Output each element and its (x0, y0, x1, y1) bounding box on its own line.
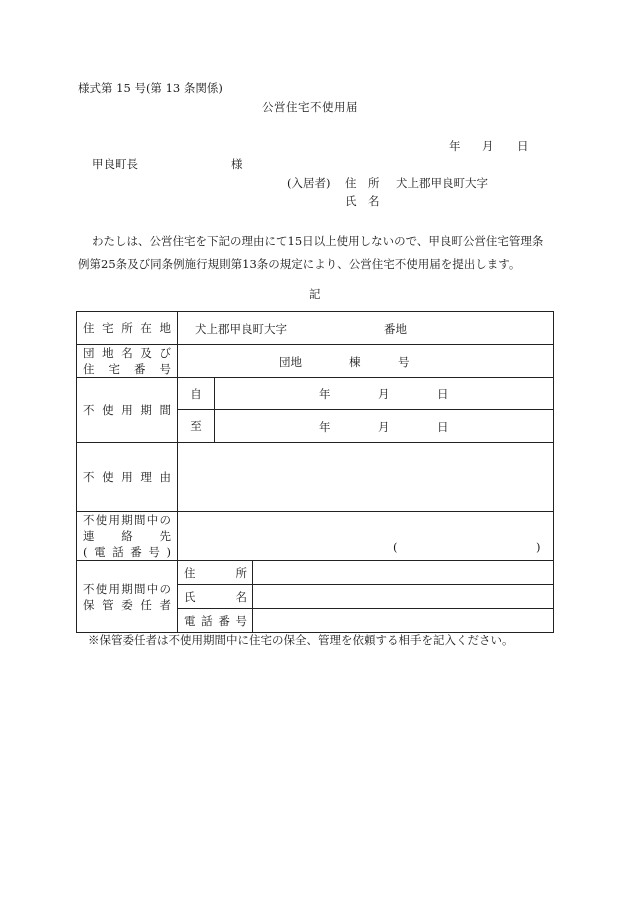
custodian-name-label: 氏 名 (178, 585, 253, 609)
period-to-cell[interactable] (215, 410, 554, 443)
estate-cell[interactable] (178, 345, 554, 378)
period-from-year: 年 (319, 387, 331, 401)
date-month: 月 (482, 139, 494, 153)
date-day: 日 (517, 139, 529, 153)
period-to-year: 年 (319, 420, 331, 434)
custodian-label-line-1: 不使用期間中の (83, 581, 171, 596)
period-to-day: 日 (437, 420, 449, 434)
ki-heading: 記 (309, 287, 321, 301)
address-value: 犬上郡甲良町大字 (396, 176, 488, 190)
estate-danchi: 団地 (279, 355, 302, 369)
estate-label-line-2: 住宅番号 (83, 362, 171, 376)
contact-label (77, 512, 178, 561)
period-label: 不使用期間 (77, 378, 178, 443)
custodian-address-label: 住 所 (178, 561, 253, 585)
contact-label-line-2: 連絡先 (83, 529, 171, 543)
reason-cell[interactable] (178, 443, 554, 512)
location-label: 住宅所在地 (77, 312, 178, 345)
honorific: 様 (231, 157, 243, 171)
paragraph-line-1: わたしは、公営住宅を下記の理由にて15日以上使用しないので、甲良町公営住宅管理条 (92, 234, 544, 248)
period-from-month: 月 (378, 387, 390, 401)
custodian-label-line-2: 保管委任者 (83, 597, 171, 612)
custodian-phone-label: 電話番号 (178, 609, 253, 633)
addressee: 甲良町長 (92, 157, 138, 171)
period-from-cell[interactable] (215, 378, 554, 410)
custodian-address-cell[interactable] (253, 561, 554, 585)
estate-label-line-1: 団地名及び (83, 346, 171, 360)
custodian-label (77, 561, 178, 633)
period-from-label: 自 (178, 378, 215, 410)
contact-label-line-3: (電話番号) (83, 545, 171, 559)
address-label: 住 所 (345, 176, 380, 190)
form-number: 様式第 15 号(第 13 条関係) (78, 81, 223, 95)
form-table (76, 311, 554, 633)
period-to-label: 至 (178, 410, 215, 443)
contact-cell[interactable] (178, 512, 554, 561)
custodian-name-cell[interactable] (253, 585, 554, 609)
resident-label: (入居者) (287, 176, 331, 190)
contact-paren-open: ( (393, 540, 398, 554)
estate-gou: 号 (398, 355, 410, 369)
date-year: 年 (449, 139, 461, 153)
reason-label: 不使用理由 (77, 443, 178, 512)
paragraph-line-2: 例第25条及び同条例施行規則第13条の規定により、公営住宅不使用届を提出します。 (78, 257, 521, 271)
period-from-day: 日 (437, 387, 449, 401)
footer-note: ※保管委任者は不使用期間中に住宅の保全、管理を依頼する相手を記入ください。 (88, 633, 514, 647)
name-label: 氏 名 (345, 194, 380, 208)
location-banchi: 番地 (384, 322, 407, 336)
estate-label (77, 345, 178, 378)
contact-paren-close: ) (536, 540, 541, 554)
period-to-month: 月 (378, 420, 390, 434)
custodian-phone-cell[interactable] (253, 609, 554, 633)
location-value: 犬上郡甲良町大字 (195, 322, 287, 336)
contact-label-line-1: 不使用期間中の (83, 513, 171, 527)
form-title: 公営住宅不使用届 (262, 100, 358, 114)
location-cell[interactable] (178, 312, 554, 345)
estate-tou: 棟 (349, 355, 361, 369)
